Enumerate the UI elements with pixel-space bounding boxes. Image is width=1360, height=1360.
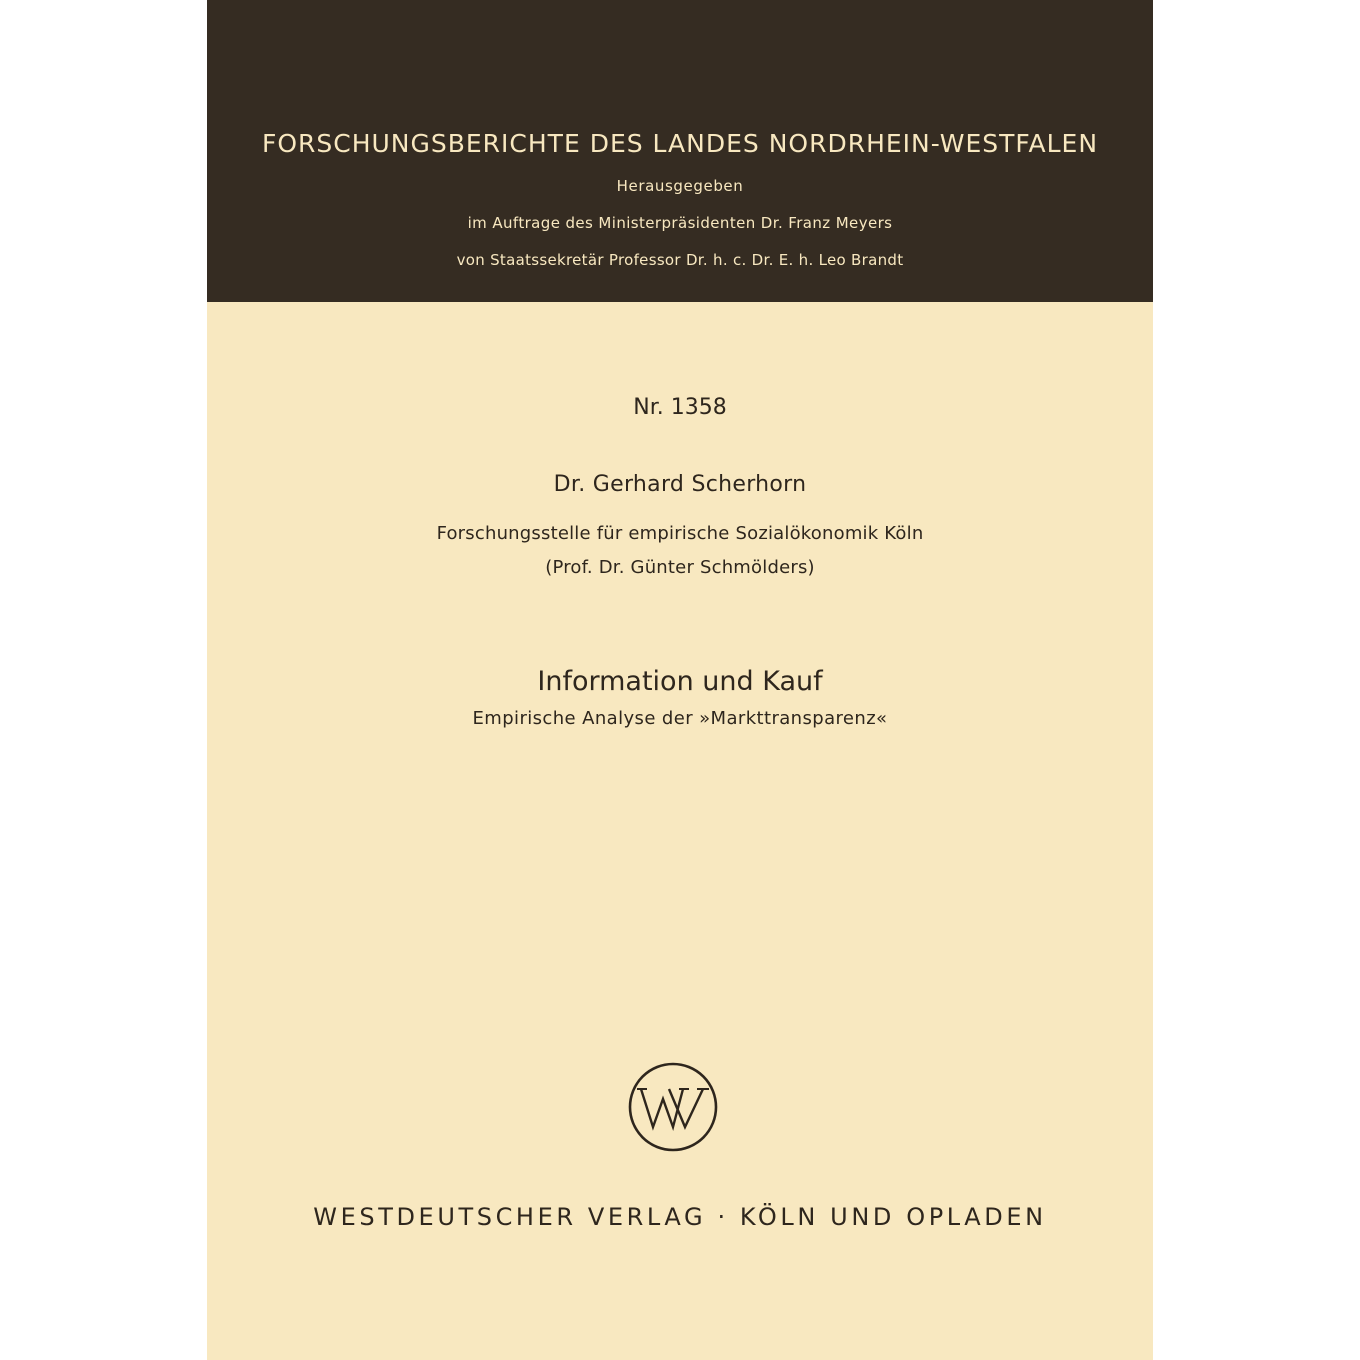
author-name: Dr. Gerhard Scherhorn xyxy=(553,472,807,497)
institute-director: (Prof. Dr. Günter Schmölders) xyxy=(545,557,815,578)
commission-line: im Auftrage des Ministerpräsidenten Dr. Franz Meyers xyxy=(467,214,893,232)
publisher-label: Herausgegeben xyxy=(616,177,744,195)
header-band xyxy=(207,0,1153,302)
publisher-logo-icon xyxy=(627,1061,719,1153)
editor-line: von Staatssekretär Professor Dr. h. c. Dr. E. h. Leo Brandt xyxy=(456,251,904,269)
book-cover xyxy=(207,0,1153,1360)
book-subtitle: Empirische Analyse der »Markttransparenz« xyxy=(472,708,888,729)
issue-number: Nr. 1358 xyxy=(633,395,727,420)
institute-line: Forschungsstelle für empirische Sozialökonomik Köln xyxy=(436,523,924,544)
publisher-imprint: WESTDEUTSCHER VERLAG · KÖLN UND OPLADEN xyxy=(313,1203,1047,1231)
series-title: FORSCHUNGSBERICHTE DES LANDES NORDRHEIN-WESTFALEN xyxy=(261,129,1099,158)
book-title: Information und Kauf xyxy=(537,666,823,697)
